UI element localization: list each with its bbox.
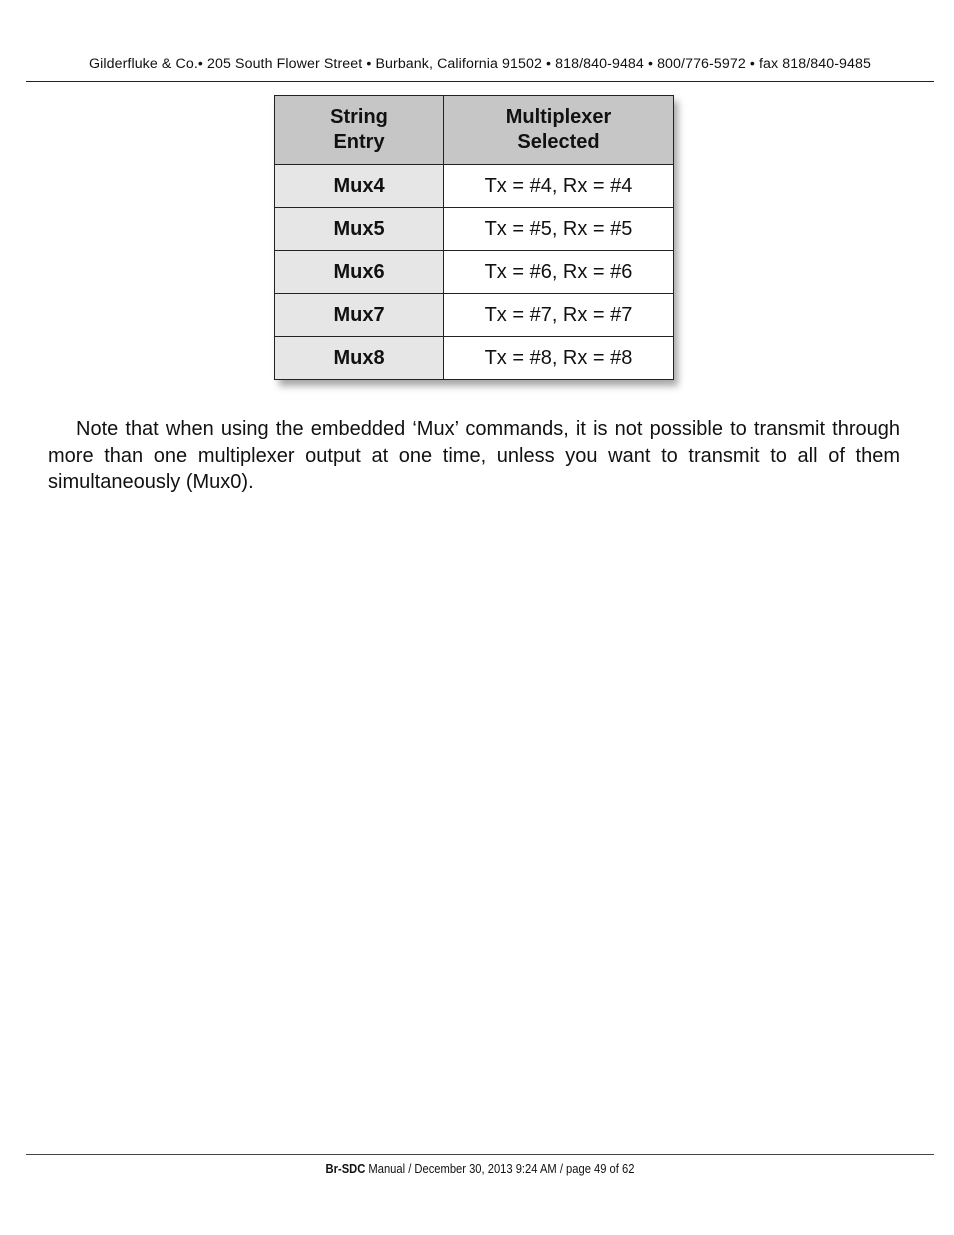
column-header-line: Selected: [517, 131, 600, 153]
multiplexer-selected-cell: Tx = #5, Rx = #5: [444, 208, 674, 251]
multiplexer-selected-cell: Tx = #7, Rx = #7: [444, 294, 674, 337]
table-row: [275, 337, 674, 380]
body-paragraph: Note that when using the embedded ‘Mux’ commands, it is not possible to transmit through more than one multiplexer output at one time, unless you want to transmit to all of them simultaneously (Mux0).: [48, 418, 900, 493]
header-divider: [26, 81, 934, 82]
column-header-line: Multiplexer: [505, 106, 612, 128]
string-entry-cell: Mux5: [275, 208, 444, 251]
page-footer: [90, 1161, 871, 1176]
mux-table: [274, 95, 674, 380]
string-entry-cell: Mux4: [275, 165, 444, 208]
page-header: Gilderfluke & Co.• 205 South Flower Street • Burbank, California 91502 • 818/840-9484 • 800/776-5972 • fax 818/840-9485: [88, 56, 872, 72]
multiplexer-selected-cell: Tx = #4, Rx = #4: [444, 165, 674, 208]
column-header-multiplexer-selected: [444, 96, 674, 165]
string-entry-cell: Mux6: [275, 251, 444, 294]
table-header-row: [275, 96, 674, 165]
mux-table-container: [274, 95, 673, 380]
footer-page-info: Manual / December 30, 2013 9:24 AM / page 49 of 62: [365, 1161, 635, 1176]
multiplexer-selected-cell: Tx = #6, Rx = #6: [444, 251, 674, 294]
column-header-string-entry: [275, 96, 444, 165]
column-header-line: String: [330, 106, 388, 128]
table-row: [275, 208, 674, 251]
string-entry-cell: Mux7: [275, 294, 444, 337]
footer-divider: [26, 1154, 934, 1155]
table-row: [275, 294, 674, 337]
multiplexer-selected-cell: Tx = #8, Rx = #8: [444, 337, 674, 380]
table-row: [275, 165, 674, 208]
column-header-line: Entry: [333, 131, 385, 153]
footer-document-name: Br-SDC: [325, 1161, 366, 1176]
table-row: [275, 251, 674, 294]
string-entry-cell: Mux8: [275, 337, 444, 380]
